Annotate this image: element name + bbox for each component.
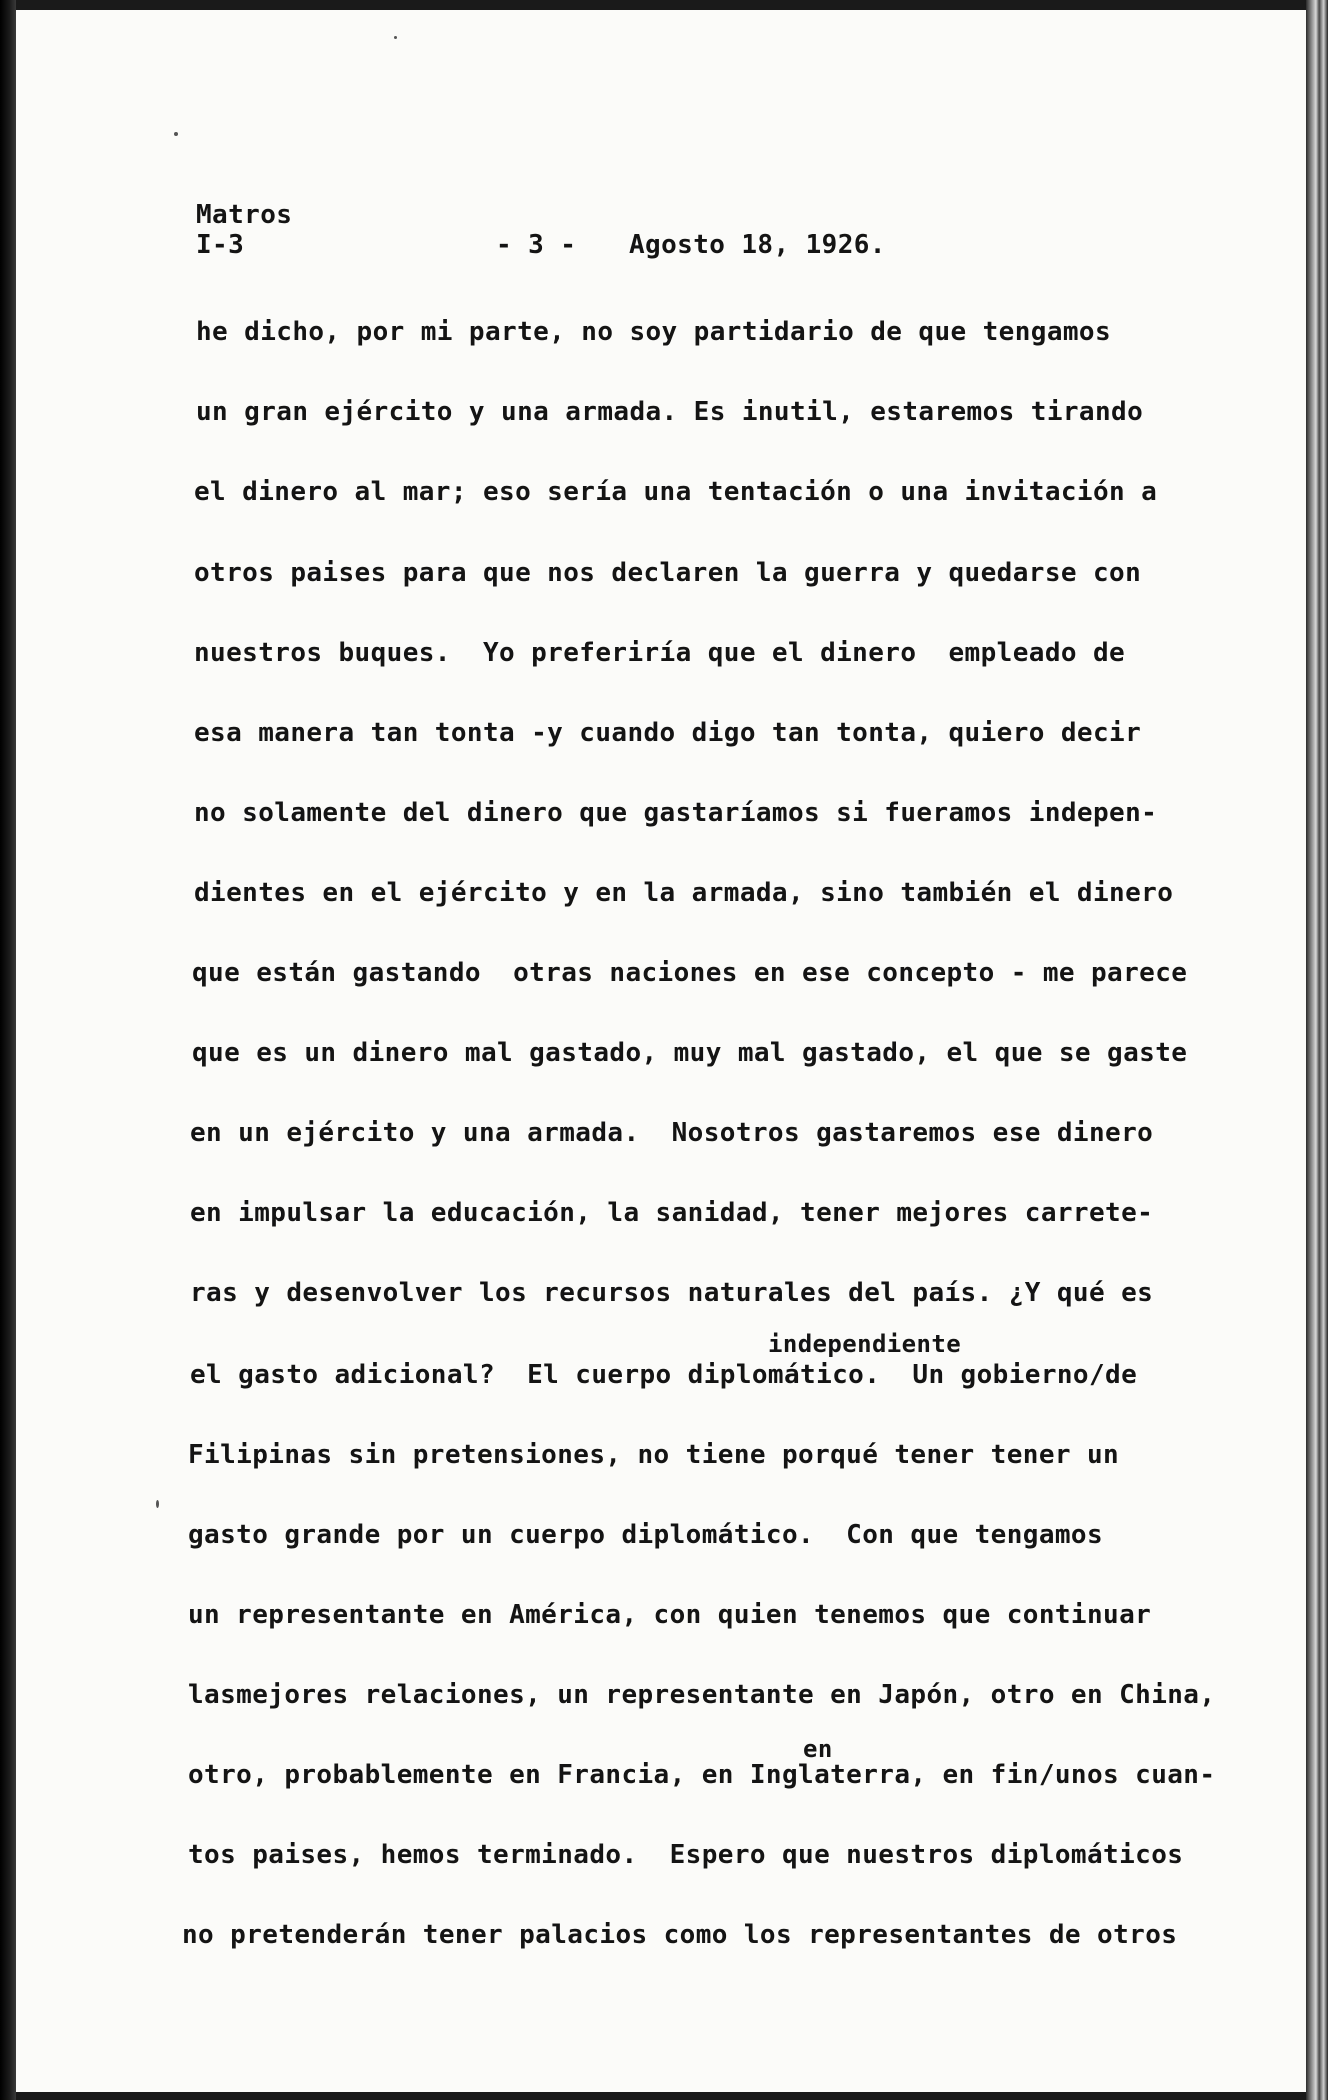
typewritten-page xyxy=(16,10,1306,2092)
ink-speck xyxy=(394,36,397,39)
text-line-4: otros paises para que nos declaren la guerra y quedarse con xyxy=(194,558,1142,588)
text-line-13: ras y desenvolver los recursos naturales del país. ¿Y qué es xyxy=(190,1278,1154,1308)
ink-speck xyxy=(174,132,178,136)
handwritten-insert-independiente: independiente xyxy=(768,1330,962,1358)
ink-speck xyxy=(156,1500,159,1508)
text-line-3: el dinero al mar; eso sería una tentación o una invitación a xyxy=(194,477,1158,507)
text-line-8: dientes en el ejército y en la armada, sino también el dinero xyxy=(194,878,1174,908)
text-line-21: no pretenderán tener palacios como los representantes de otros xyxy=(182,1920,1178,1950)
text-line-19: otro, probablemente en Francia, en Inglaterra, en fin/unos cuan- xyxy=(188,1760,1216,1790)
text-line-17: un representante en América, con quien tenemos que continuar xyxy=(188,1600,1152,1630)
scan-left-border xyxy=(0,0,16,2100)
text-line-2: un gran ejército y una armada. Es inutil, estaremos tirando xyxy=(196,397,1144,427)
header-date: Agosto 18, 1926. xyxy=(629,230,886,260)
text-line-7: no solamente del dinero que gastaríamos si fueramos indepen- xyxy=(194,798,1158,828)
text-line-6: esa manera tan tonta -y cuando digo tan tonta, quiero decir xyxy=(194,718,1142,748)
text-line-16: gasto grande por un cuerpo diplomático. Con que tengamos xyxy=(188,1520,1104,1550)
text-line-15: Filipinas sin pretensiones, no tiene porqué tener tener un xyxy=(188,1440,1120,1470)
handwritten-insert-en: en xyxy=(803,1735,833,1763)
text-line-12: en impulsar la educación, la sanidad, tener mejores carrete- xyxy=(190,1198,1154,1228)
text-line-18: lasmejores relaciones, un representante en Japón, otro en China, xyxy=(188,1680,1216,1710)
text-line-1: he dicho, por mi parte, no soy partidario de que tengamos xyxy=(196,317,1112,347)
header-name: Matros xyxy=(196,200,293,230)
text-line-11: en un ejército y una armada. Nosotros gastaremos ese dinero xyxy=(190,1118,1154,1148)
text-line-5: nuestros buques. Yo preferiría que el dinero empleado de xyxy=(194,638,1126,668)
scan-right-edge xyxy=(1306,0,1328,2100)
text-line-20: tos paises, hemos terminado. Espero que nuestros diplomáticos xyxy=(188,1840,1184,1870)
text-line-14: el gasto adicional? El cuerpo diplomático. Un gobierno/de xyxy=(190,1360,1138,1390)
text-line-9: que están gastando otras naciones en ese concepto - me parece xyxy=(192,958,1188,988)
text-line-10: que es un dinero mal gastado, muy mal gastado, el que se gaste xyxy=(192,1038,1188,1068)
page-number: - 3 - xyxy=(496,230,577,260)
header-code: I-3 xyxy=(196,230,245,260)
